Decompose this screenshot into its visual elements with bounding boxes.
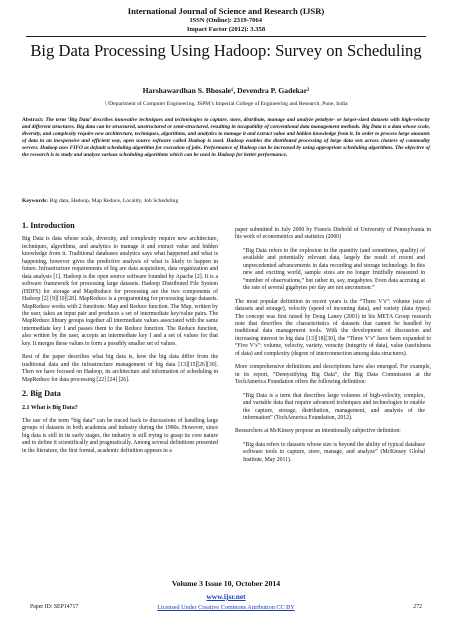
block-quote: “Big data refers to datasets whose size is beyond the ability of typical database software tools to capture, store, manage, and analyze” (McKinsey Global Institute, May 2011).: [243, 441, 425, 463]
section-heading-introduction: 1. Introduction: [22, 221, 75, 230]
abstract-text: The term ‘Big Data’ describes innovative techniques and technologies to capture, store, distribute, manage and analyze petabyte- or larger-sized datasets with high-velocity and different structures. Big data can be structured, unstructured or semi-structured, resulting in incapability of conventional data management methods. Big Data is a data whose scale, diversity, and complexity require new architecture, techniques, algorithms, and analytics to manage it and extract value and hidden knowledge from it. In order to process large amounts of data in an inexpensive and efficient way, open source software called Hadoop is used. Hadoop enables the distributed processing of large data sets across clusters of commodity servers. Hadoop uses FIFO as default scheduling algorithm for execution of jobs. Performance of Hadoop can be increased by using appropriate scheduling algorithms. The objective of the research is to study and analyze various scheduling algorithms which can be used in Hadoop for better performance.: [22, 117, 430, 159]
journal-issn: ISSN (Online): 2319-7064: [189, 17, 263, 24]
keywords-label: Keywords:: [22, 198, 49, 204]
block-quote: “Big Data is a term that describes large volumes of high-velocity, complex, and variable data that require advanced techniques and technologies to enable the capture, storage, distribution, management, and analysis of the information” (TechAmerica Foundation, 2012).: [243, 392, 425, 421]
paper-title: Big Data Processing Using Hadoop: Survey on Scheduling: [30, 41, 422, 60]
journal-impact-factor: Impact Factor (2012): 3.358: [186, 26, 266, 33]
section-heading-big-data: 2. Big Data: [22, 389, 61, 399]
paragraph: More comprehensive definitions and descriptions have also emerged. For example, in its report, “Demystifying Big Data”, the Big Data Commission at the TechAmerica Foundation offers the following definition:: [235, 364, 431, 386]
paragraph: paper submitted in July 2000 by Francis Diebold of University of Pennsylvania in his work of econometrics and statistics (2000): [235, 227, 431, 241]
footer-paper-id: Paper ID: SEP14717: [30, 604, 79, 610]
paragraph: The use of the term “big data” can be traced back to discussions of handling large groups of datasets in both academia and industry during the 1980s. However, since big data is still in its early stages, the industry is still trying to grasp its core nature and to define it scientifically and pragmatically. Among several definitions presented in the literature, the first formal, academic definition appears in a: [22, 417, 218, 454]
paragraph: Big Data is data whose scale, diversity, and complexity require new architecture, techniques, algorithms, and analytics to manage it and extract value and hidden knowledge from it. Traditional databases analytics says what happened and what is happening, however gives the predictive analysis of what is likely to happen in future. Infrastructure requirements of big are data acquisition, data organization and data analysis [1]. Hadoop is the open source software founded by Apache [2]. It is a software framework for processing large datasets. Hadoop Distributed File System (HDFS) for storage and MapReduce for processing are the two components of Hadoop [2] [9][10][28]. MapReduce is a programming for processing large datasets. MapReduce works with 2 functions: Map and Reduce function. The Map, written by the user, takes an input pair and produces a set of intermediate key/value pairs. The MapReduce library groups together all intermediate values associated with the same intermediate key I and passes them to the Reduce function. The Reduce function, also written by the user, accepts an intermediate key I and a set of values for that key. It merges these values to form a possibly smaller set of values.: [22, 236, 218, 347]
keywords-text: Big data, Hadoop, Map Reduce, Locality, Job Scheduling: [49, 198, 179, 204]
journal-name: International Journal of Science and Research (IJSR): [127, 6, 325, 16]
authors: Harshawardhan S. Bhosale¹, Devendra P. Gadekar²: [142, 86, 310, 95]
affiliation: ¹,²Department of Computer Engineering, JSPM’s Imperial College of Engineering and Research, Pune, India: [104, 101, 348, 107]
block-quote: “Big Data refers to the explosion in the quantity (and sometimes, quality) of available and potentially relevant data, largely the result of recent and unprecedented advancements in data recording and storage technology. In this new and exciting world, sample sizes are no longer fruitfully measured in “number of observations,” but rather in, say, megabytes. Even data accruing at the rate of several gigabytes per day are not uncommon.”: [243, 247, 425, 292]
abstract: [22, 117, 430, 160]
footer-license-link[interactable]: Licensed Under Creative Commons Attribution CC BY: [157, 604, 295, 611]
abstract-label: Abstract:: [22, 117, 44, 123]
footer-url-link[interactable]: www.ijsr.net: [206, 592, 246, 601]
paragraph: The most popular definition in recent years is the “Three V’s”: volume (size of datasets and storage), velocity (speed of incoming data), and variety (data types). The concept was first raised by Doug Laney (2001) in his META Group research note that describes the characteristics of datasets that cannot be handled by traditional data management tools. With the development of discussion and increasing interest in big data [13][18][30], the “Three V’s” have been expanded to “Five V’s”: volume, velocity, variety, veracity (integrity of data), value (usefulness of data) and complexity (degree of interconnection among data structures).: [235, 298, 431, 357]
page-number: 272: [413, 604, 422, 610]
subsection-heading: 2.1 What is Big Data?: [22, 404, 78, 411]
right-column: [235, 227, 431, 470]
paragraph: Researchers at McKinsey propose an intentionally subjective definition:: [235, 428, 401, 435]
paragraph: Rest of the paper describes what big data is, how the big data differ from the traditional data and the infrastructure management of big data [13][15][26][30]. Then we have focused on Hadoop, its architecture and information of scheduling in MapReduce for data processing [22] [24] [26].: [22, 354, 218, 383]
footer-volume: Volume 3 Issue 10, October 2014: [171, 579, 281, 588]
keywords: [22, 198, 430, 204]
header-rule: [26, 36, 426, 37]
left-column: [22, 222, 218, 461]
